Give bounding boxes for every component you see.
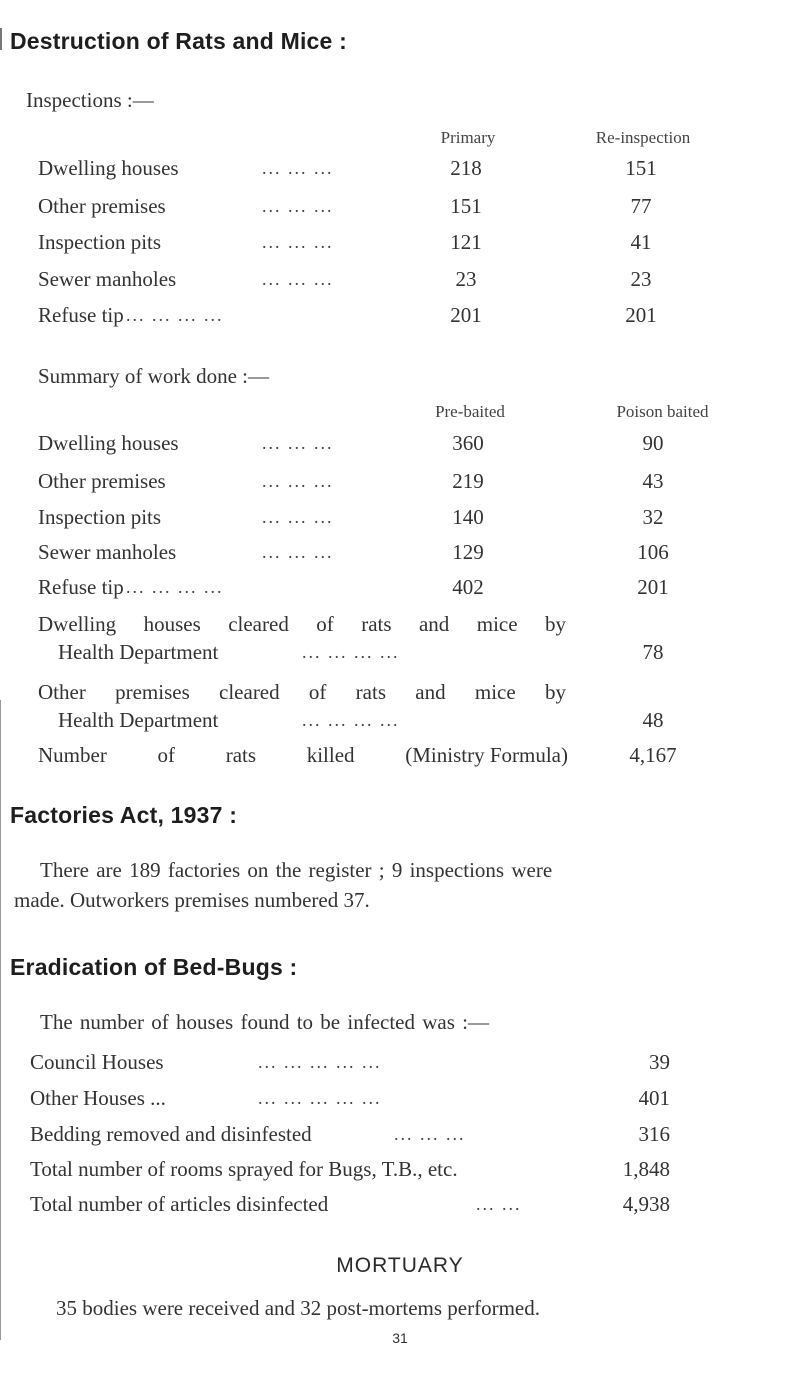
dwelling-cleared-value: 78 <box>642 640 664 664</box>
leader-dots: ... ... ... <box>394 1124 466 1144</box>
rats-killed-line <box>38 743 568 768</box>
leader-dots: ... ... ... ... <box>302 710 400 730</box>
prebaited-value: 140 <box>452 505 484 529</box>
poison-value: 90 <box>642 431 664 455</box>
row-label: Dwelling houses <box>38 431 179 455</box>
leader-dots: ... ... ... <box>262 542 334 562</box>
row-label: Inspection pits <box>38 230 162 254</box>
word: and <box>418 612 450 636</box>
word: premises <box>115 680 190 704</box>
page-number: 31 <box>392 1330 408 1346</box>
factories-text-line2: made. Outworkers premises numbered 37. <box>14 888 370 912</box>
leader-dots: ... ... ... <box>262 433 334 453</box>
bedbugs-value: 39 <box>649 1050 670 1074</box>
row-label: Other Houses ... <box>30 1086 166 1110</box>
row-label: Total number of articles disinfected <box>30 1192 329 1216</box>
other-cleared-value: 48 <box>642 708 664 732</box>
word: mice <box>476 612 518 636</box>
bedbugs-heading: Eradication of Bed-Bugs : <box>10 954 298 980</box>
row-label: Sewer manholes <box>38 267 177 291</box>
word: cleared <box>219 680 280 704</box>
other-cleared-label: Health Department <box>58 708 219 732</box>
row-label: Inspection pits <box>38 505 162 529</box>
poison-value: 43 <box>642 469 664 493</box>
row-label: Bedding removed and disinfested <box>30 1122 312 1146</box>
leader-dots: ... ... ... ... <box>302 642 400 662</box>
leader-dots: ... ... ... <box>262 471 334 491</box>
primary-value: 23 <box>455 267 477 291</box>
word: of <box>308 680 327 704</box>
row-label: Dwelling houses <box>38 156 179 180</box>
leader-dots: ... ... ... ... <box>126 305 224 325</box>
mortuary-text: 35 bodies were received and 32 post-mortems performed. <box>56 1296 541 1320</box>
word: mice <box>474 680 516 704</box>
leader-dots: ... ... ... <box>262 507 334 527</box>
poison-value: 32 <box>642 505 664 529</box>
word: and <box>415 680 446 704</box>
primary-value: 201 <box>450 303 482 327</box>
word: by <box>544 680 566 704</box>
leader-dots: ... ... <box>476 1194 522 1214</box>
row-label: Sewer manholes <box>38 540 177 564</box>
leader-dots: ... ... ... <box>262 158 334 178</box>
dwelling-cleared-line <box>38 612 566 637</box>
reinspection-value: 201 <box>625 303 657 327</box>
leader-dots: ... ... ... <box>262 196 334 216</box>
other-cleared-line <box>38 680 566 705</box>
reinspection-value: 77 <box>630 194 652 218</box>
mortuary-heading: MORTUARY <box>336 1254 464 1277</box>
leader-dots: ... ... ... ... ... <box>258 1088 382 1108</box>
margin-mark <box>0 28 2 50</box>
word: by <box>544 612 566 636</box>
prebaited-value: 219 <box>452 469 484 493</box>
reinspection-value: 41 <box>630 230 652 254</box>
reinspection-value: 23 <box>630 267 652 291</box>
row-label: Total number of rooms sprayed for Bugs, T.B., etc. <box>30 1157 458 1181</box>
bedbugs-value: 316 <box>638 1122 670 1146</box>
inspections-intro: Inspections :— <box>26 88 154 112</box>
margin-line <box>0 700 1 1340</box>
word: killed <box>306 743 355 767</box>
prebaited-value: 360 <box>452 431 484 455</box>
row-label: Council Houses <box>30 1050 164 1074</box>
bedbugs-intro: The number of houses found to be infected was :— <box>40 1010 489 1034</box>
dwelling-cleared-label: Health Department <box>58 640 219 664</box>
word: rats <box>225 743 257 767</box>
rats-heading: Destruction of Rats and Mice : <box>10 28 347 54</box>
word: Dwelling <box>38 612 117 636</box>
rats-killed-value: 4,167 <box>629 743 677 767</box>
row-label: Refuse tip <box>38 575 124 599</box>
primary-value: 151 <box>450 194 482 218</box>
prebaited-value: 129 <box>452 540 484 564</box>
row-label: Other premises <box>38 194 166 218</box>
word: Other <box>38 680 86 704</box>
primary-value: 218 <box>450 156 482 180</box>
leader-dots: ... ... ... ... <box>126 577 224 597</box>
col-reinspection: Re-inspection <box>595 128 691 147</box>
row-label: Refuse tip <box>38 303 124 327</box>
word: rats <box>355 680 386 704</box>
word: Number <box>38 743 107 767</box>
col-poison: Poison baited <box>616 402 709 421</box>
leader-dots: ... ... ... ... ... <box>258 1052 382 1072</box>
factories-text-line1: There are 189 factories on the register ; 9 inspections were <box>40 858 553 882</box>
summary-intro: Summary of work done :— <box>38 364 269 388</box>
reinspection-value: 151 <box>625 156 657 180</box>
row-label: Other premises <box>38 469 166 493</box>
leader-dots: ... ... ... <box>262 232 334 252</box>
word: houses <box>143 612 201 636</box>
bedbugs-value: 1,848 <box>622 1157 670 1181</box>
poison-value: 106 <box>637 540 669 564</box>
bedbugs-value: 4,938 <box>622 1192 670 1216</box>
word: of <box>316 612 334 636</box>
leader-dots: ... ... ... <box>262 269 334 289</box>
word: rats <box>361 612 392 636</box>
prebaited-value: 402 <box>452 575 484 599</box>
col-primary: Primary <box>440 128 496 147</box>
col-prebaited: Pre-baited <box>435 402 505 421</box>
bedbugs-value: 401 <box>638 1086 670 1110</box>
poison-value: 201 <box>637 575 669 599</box>
word: cleared <box>228 612 289 636</box>
word: (Ministry Formula) <box>405 743 568 767</box>
word: of <box>157 743 176 767</box>
primary-value: 121 <box>450 230 482 254</box>
factories-heading: Factories Act, 1937 : <box>10 802 238 828</box>
